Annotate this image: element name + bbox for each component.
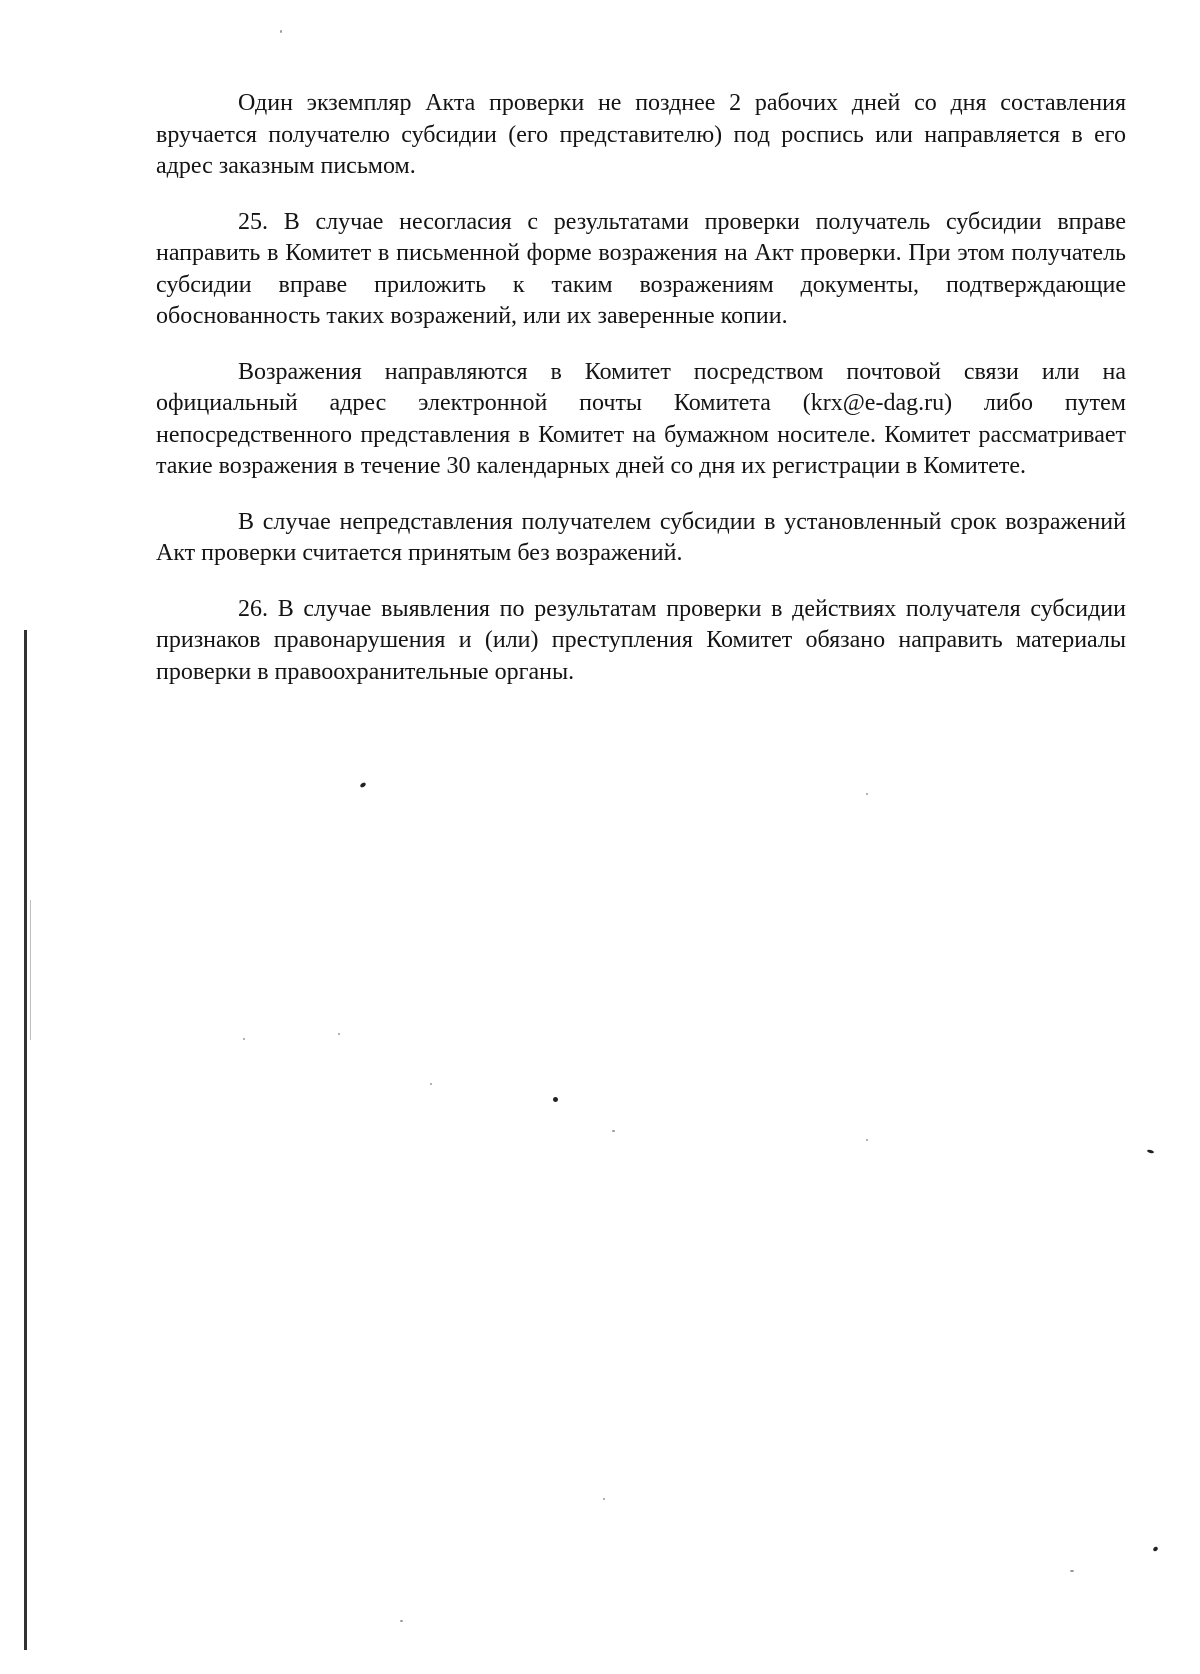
- scan-speck: [1147, 1149, 1155, 1154]
- document-body: [156, 88, 1126, 712]
- scan-speck: [430, 1083, 432, 1085]
- paragraph-objections-submission: Возражения направляются в Комитет посредством почтовой связи или на официальный адрес электронной почты Комитета (krx@e-dag.ru) либо путем непосредственного представления в Комитет на бумажном носителе. Комитет рассматривает такие возражения в течение 30 календарных дней со дня их регистрации в Комитете.: [156, 358, 1126, 479]
- scan-speck: [612, 1130, 615, 1132]
- scan-speck: [1070, 1570, 1074, 1572]
- scan-speck: [359, 782, 366, 789]
- scan-border-line-faint: [30, 900, 31, 1040]
- paragraph-25-objections: 25. В случае несогласия с результатами проверки получатель субсидии вправе направить в Комитет в письменной форме возражения на Акт проверки. При этом получатель субсидии вправе приложить к таким возражениям документы, подтверждающие обоснованность таких возражений, или их заверенные копии.: [156, 208, 1126, 329]
- scan-speck: [866, 1139, 868, 1141]
- scan-speck: [866, 793, 868, 795]
- paragraph-26-violations: 26. В случае выявления по результатам проверки в действиях получателя субсидии признаков правонарушения и (или) преступления Комитет обязано направить материалы проверки в правоохранительные органы.: [156, 595, 1126, 685]
- scan-speck: [553, 1097, 558, 1102]
- scan-speck: [400, 1620, 403, 1622]
- scan-speck: [338, 1033, 340, 1035]
- scan-speck: [243, 1038, 245, 1040]
- scan-speck: [1152, 1546, 1158, 1552]
- paragraph-no-objections: В случае непредставления получателем субсидии в установленный срок возражений Акт проверки считается принятым без возражений.: [156, 508, 1126, 566]
- scan-border-line: [24, 630, 27, 1650]
- scan-speck: [280, 30, 282, 33]
- paragraph-act-copy-delivery: Один экземпляр Акта проверки не позднее 2 рабочих дней со дня составления вручается получателю субсидии (его представителю) под роспись или направляется в его адрес заказным письмом.: [156, 90, 1126, 179]
- scan-speck: [603, 1498, 605, 1500]
